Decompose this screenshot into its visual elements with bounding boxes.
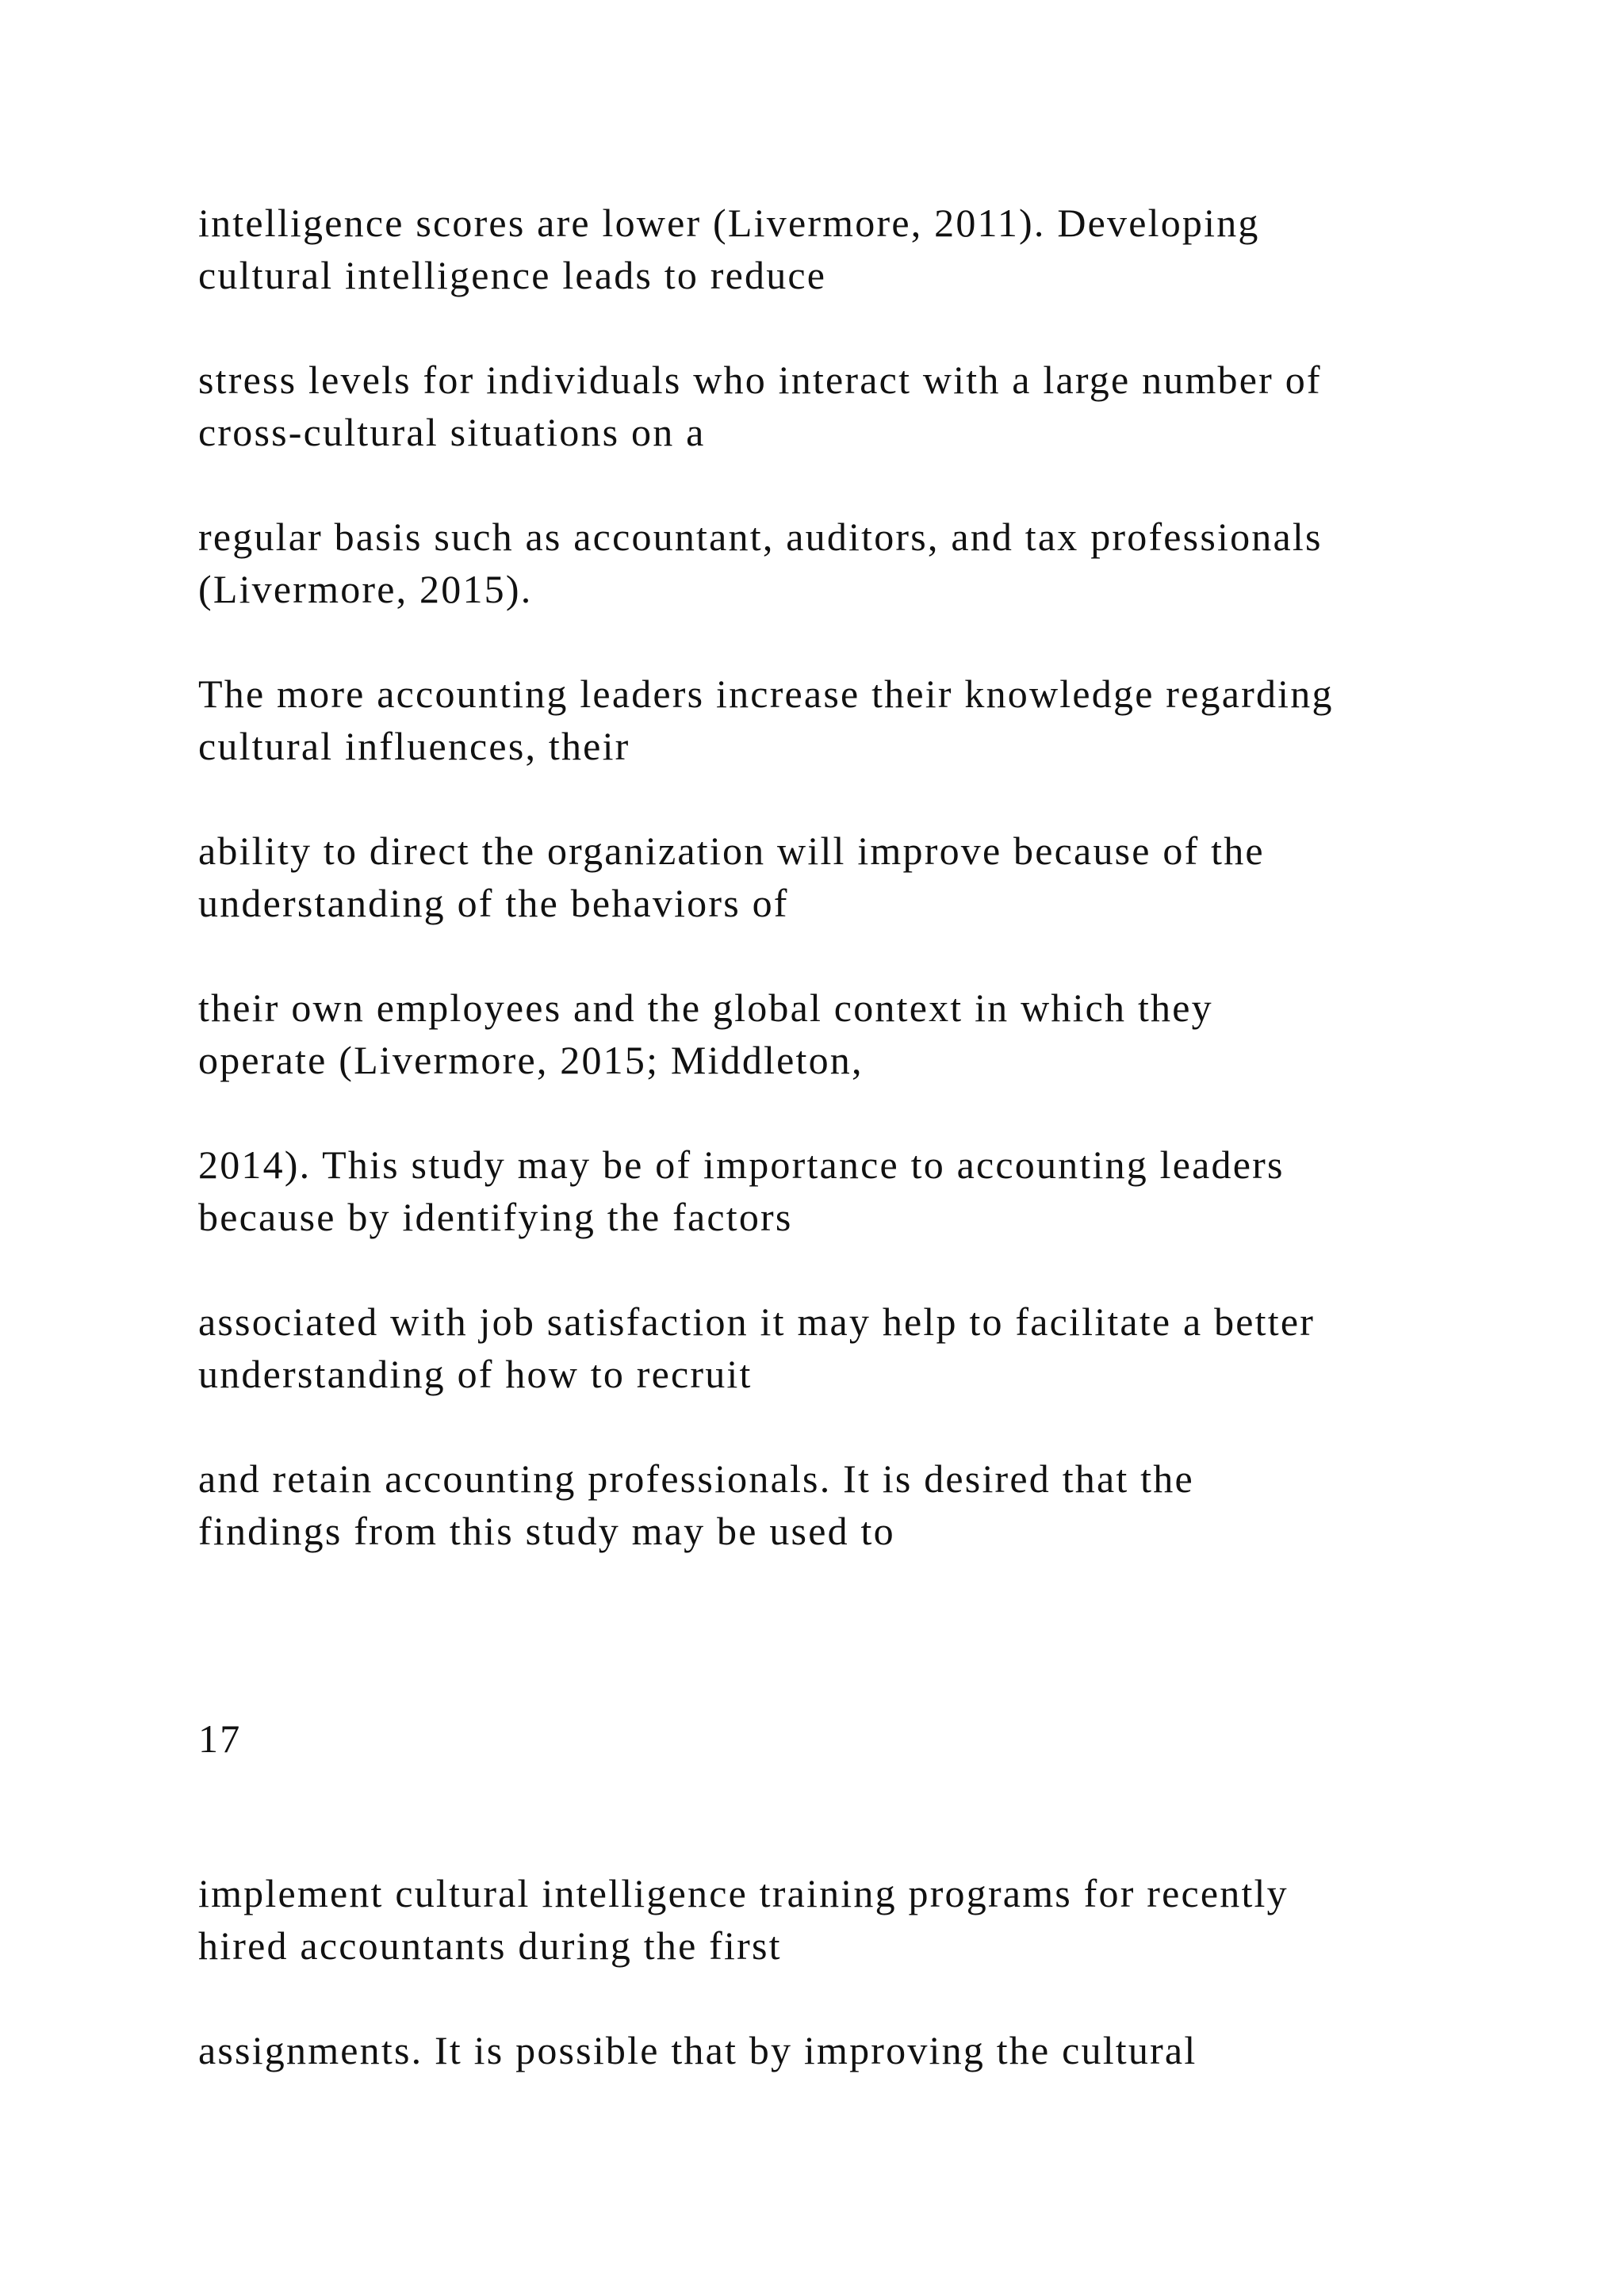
paragraph-line: their own employees and the global context in which they	[198, 985, 1213, 1030]
paragraph-line: assignments. It is possible that by improving the cultural	[198, 2028, 1197, 2072]
paragraph-line: implement cultural intelligence training programs for recently	[198, 1871, 1289, 1915]
paragraph-line: hired accountants during the first	[198, 1923, 782, 1968]
paragraph-line: because by identifying the factors	[198, 1195, 793, 1239]
paragraph-10	[198, 1867, 1507, 1972]
paragraph-line: The more accounting leaders increase their knowledge regarding	[198, 672, 1334, 716]
paragraph-11	[198, 2024, 1507, 2076]
paragraph-line: cultural influences, their	[198, 724, 630, 768]
paragraph-line: and retain accounting professionals. It is desired that the	[198, 1456, 1194, 1501]
paragraph-1	[198, 197, 1507, 301]
paragraph-line: cultural intelligence leads to reduce	[198, 253, 827, 297]
paragraph-line: 2014). This study may be of importance to accounting leaders	[198, 1142, 1285, 1187]
paragraph-3	[198, 511, 1507, 615]
paragraph-line: (Livermore, 2015).	[198, 567, 533, 611]
paragraph-line: ability to direct the organization will improve because of the	[198, 828, 1265, 873]
page-number: 17	[198, 1716, 242, 1761]
paragraph-line: stress levels for individuals who interact with a large number of	[198, 358, 1322, 402]
paragraph-line: findings from this study may be used to	[198, 1509, 895, 1553]
paragraph-line: understanding of how to recruit	[198, 1352, 753, 1396]
paragraph-9	[198, 1452, 1507, 1557]
paragraph-6	[198, 982, 1507, 1086]
paragraph-2	[198, 354, 1507, 458]
paragraph-5	[198, 825, 1507, 929]
paragraph-4	[198, 668, 1507, 772]
paragraph-line: operate (Livermore, 2015; Middleton,	[198, 1038, 864, 1082]
paragraph-7	[198, 1138, 1507, 1243]
paragraph-line: intelligence scores are lower (Livermore, 2011). Developing	[198, 201, 1260, 245]
paragraph-line: cross-cultural situations on a	[198, 410, 706, 454]
paragraph-8	[198, 1295, 1507, 1400]
paragraph-line: understanding of the behaviors of	[198, 881, 789, 925]
paragraph-line: associated with job satisfaction it may help to facilitate a better	[198, 1299, 1316, 1344]
paragraph-line: regular basis such as accountant, auditors, and tax professionals	[198, 515, 1323, 559]
